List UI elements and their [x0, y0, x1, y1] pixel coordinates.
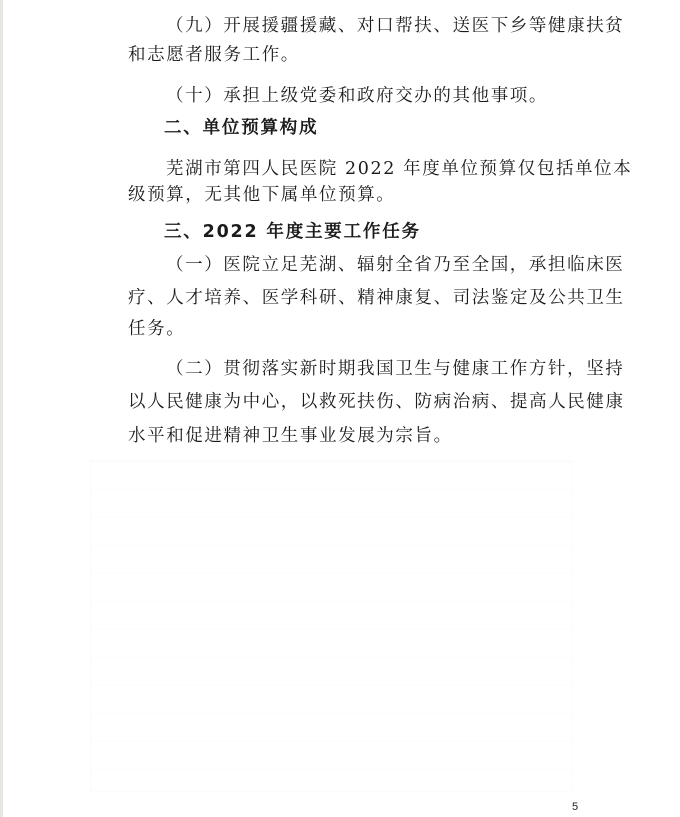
paragraph-9-line-1: （九）开展援疆援藏、对口帮扶、送医下乡等健康扶贫 [166, 16, 625, 36]
section-heading-main-tasks: 三、2022 年度主要工作任务 [164, 222, 421, 242]
section-heading-budget-composition: 二、单位预算构成 [164, 118, 319, 138]
task-2-line-2: 以人民健康为中心，以救死扶伤、防病治病、提高人民健康 [128, 392, 625, 412]
paragraph-10: （十）承担上级党委和政府交办的其他事项。 [166, 86, 548, 106]
budget-paragraph-line-1: 芜湖市第四人民医院 2022 年度单位预算仅包括单位本 [166, 159, 633, 179]
bleed-through-table [90, 460, 572, 792]
task-1-line-1: （一）医院立足芜湖、辐射全省乃至全国，承担临床医 [166, 255, 625, 275]
task-1-line-3: 任务。 [128, 319, 186, 339]
task-1-line-2: 疗、人才培养、医学科研、精神康复、司法鉴定及公共卫生 [128, 288, 625, 308]
paragraph-9-line-2: 和志愿者服务工作。 [128, 45, 300, 65]
task-2-line-1: （二）贯彻落实新时期我国卫生与健康工作方针，坚持 [166, 359, 625, 379]
page-number: 5 [572, 801, 579, 813]
budget-paragraph-line-2: 级预算，无其他下属单位预算。 [128, 185, 396, 205]
task-2-line-3: 水平和促进精神卫生事业发展为宗旨。 [128, 426, 453, 446]
page-left-edge [0, 0, 3, 817]
